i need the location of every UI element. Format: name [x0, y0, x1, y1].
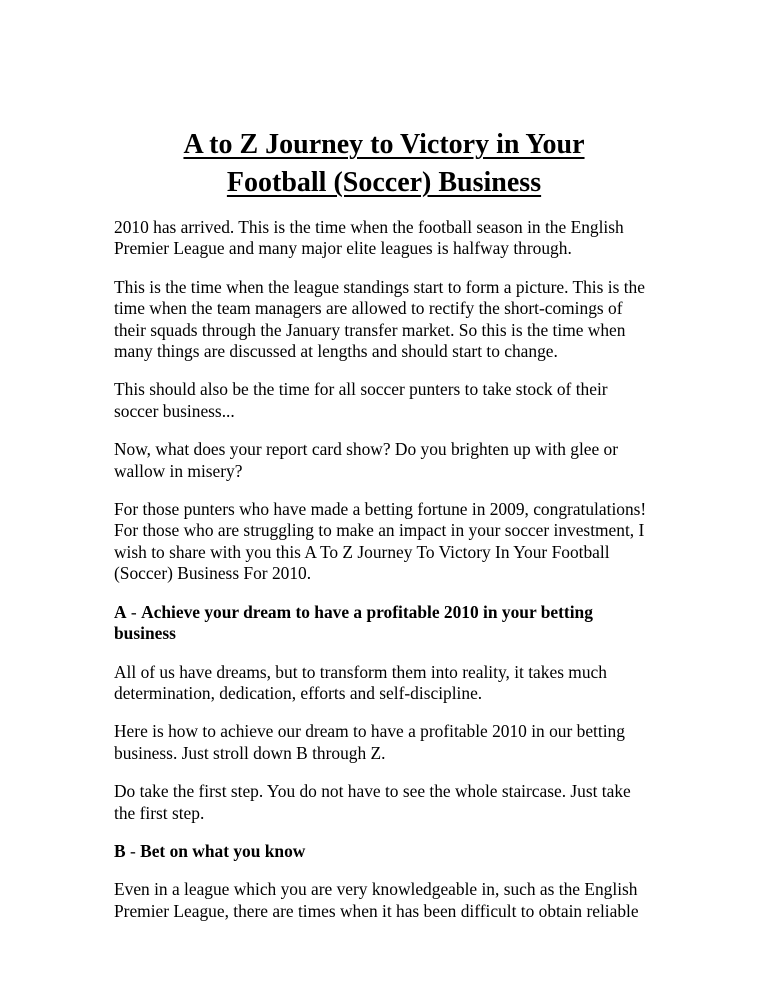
text-line: (Soccer) Business For 2010. — [114, 563, 312, 584]
text-line: Do take the first step. You do not have to see the whole staircase. Just take — [114, 781, 631, 802]
paragraph-intro — [114, 217, 659, 260]
text-line: soccer business... — [114, 400, 235, 421]
section-heading-a — [114, 602, 659, 645]
heading-text: Achieve your dream to have a profitable 2010 in your betting — [141, 601, 593, 622]
paragraph-first-step — [114, 781, 659, 824]
text-line: For those who are struggling to make an impact in your soccer investment, I — [114, 520, 645, 541]
heading-letter: A — [114, 601, 127, 622]
text-line: the first step. — [114, 802, 205, 823]
heading-text: Bet on what you know — [140, 840, 306, 861]
text-line: time when the team managers are allowed to rectify the short-comings of — [114, 298, 623, 319]
heading-line — [114, 841, 659, 862]
text-line: business. Just stroll down B through Z. — [114, 742, 386, 763]
text-line: This should also be the time for all soccer punters to take stock of their — [114, 379, 608, 400]
text-line: Premier League, there are times when it has been difficult to obtain reliable — [114, 900, 639, 921]
heading-line — [114, 602, 659, 623]
paragraph-take-stock — [114, 379, 659, 422]
text-line: 2010 has arrived. This is the time when the football season in the English — [114, 217, 624, 237]
text-line: Even in a league which you are very knowledgeable in, such as the English — [114, 879, 638, 900]
heading-dash: - — [126, 601, 142, 622]
text-line: many things are discussed at lengths and should start to change. — [114, 341, 558, 362]
paragraph-report-card — [114, 439, 659, 482]
text-line: Here is how to achieve our dream to have a profitable 2010 in our betting — [114, 721, 625, 742]
text-line: Premier League and many major elite leagues is halfway through. — [114, 238, 572, 259]
paragraph-dreams — [114, 662, 659, 705]
title-line: A to Z Journey to Victory in Your — [183, 129, 585, 160]
text-line: Now, what does your report card show? Do you brighten up with glee or — [114, 439, 619, 460]
text-line: This is the time when the league standings start to form a picture. This is the — [114, 276, 645, 297]
text-line: For those punters who have made a betting fortune in 2009, congratulations! — [114, 499, 647, 520]
paragraph-congratulations — [114, 499, 659, 585]
paragraph-standings — [114, 277, 659, 363]
document-body — [114, 217, 659, 939]
title-line: Football (Soccer) Business — [226, 167, 542, 198]
heading-dash: - — [125, 840, 141, 861]
heading-letter: B — [114, 840, 126, 861]
text-line: determination, dedication, efforts and self-discipline. — [114, 682, 483, 703]
text-line: wish to share with you this A To Z Journey To Victory In Your Football — [114, 541, 610, 562]
text-line: All of us have dreams, but to transform them into reality, it takes much — [114, 661, 607, 682]
text-line: their squads through the January transfer market. So this is the time when — [114, 319, 626, 340]
paragraph-bet-on-what-you-know — [114, 879, 659, 922]
text-line: wallow in misery? — [114, 460, 243, 481]
document-title — [114, 126, 654, 202]
paragraph-how-to-achieve — [114, 721, 659, 764]
section-heading-b — [114, 841, 659, 862]
heading-line: business — [114, 623, 176, 644]
